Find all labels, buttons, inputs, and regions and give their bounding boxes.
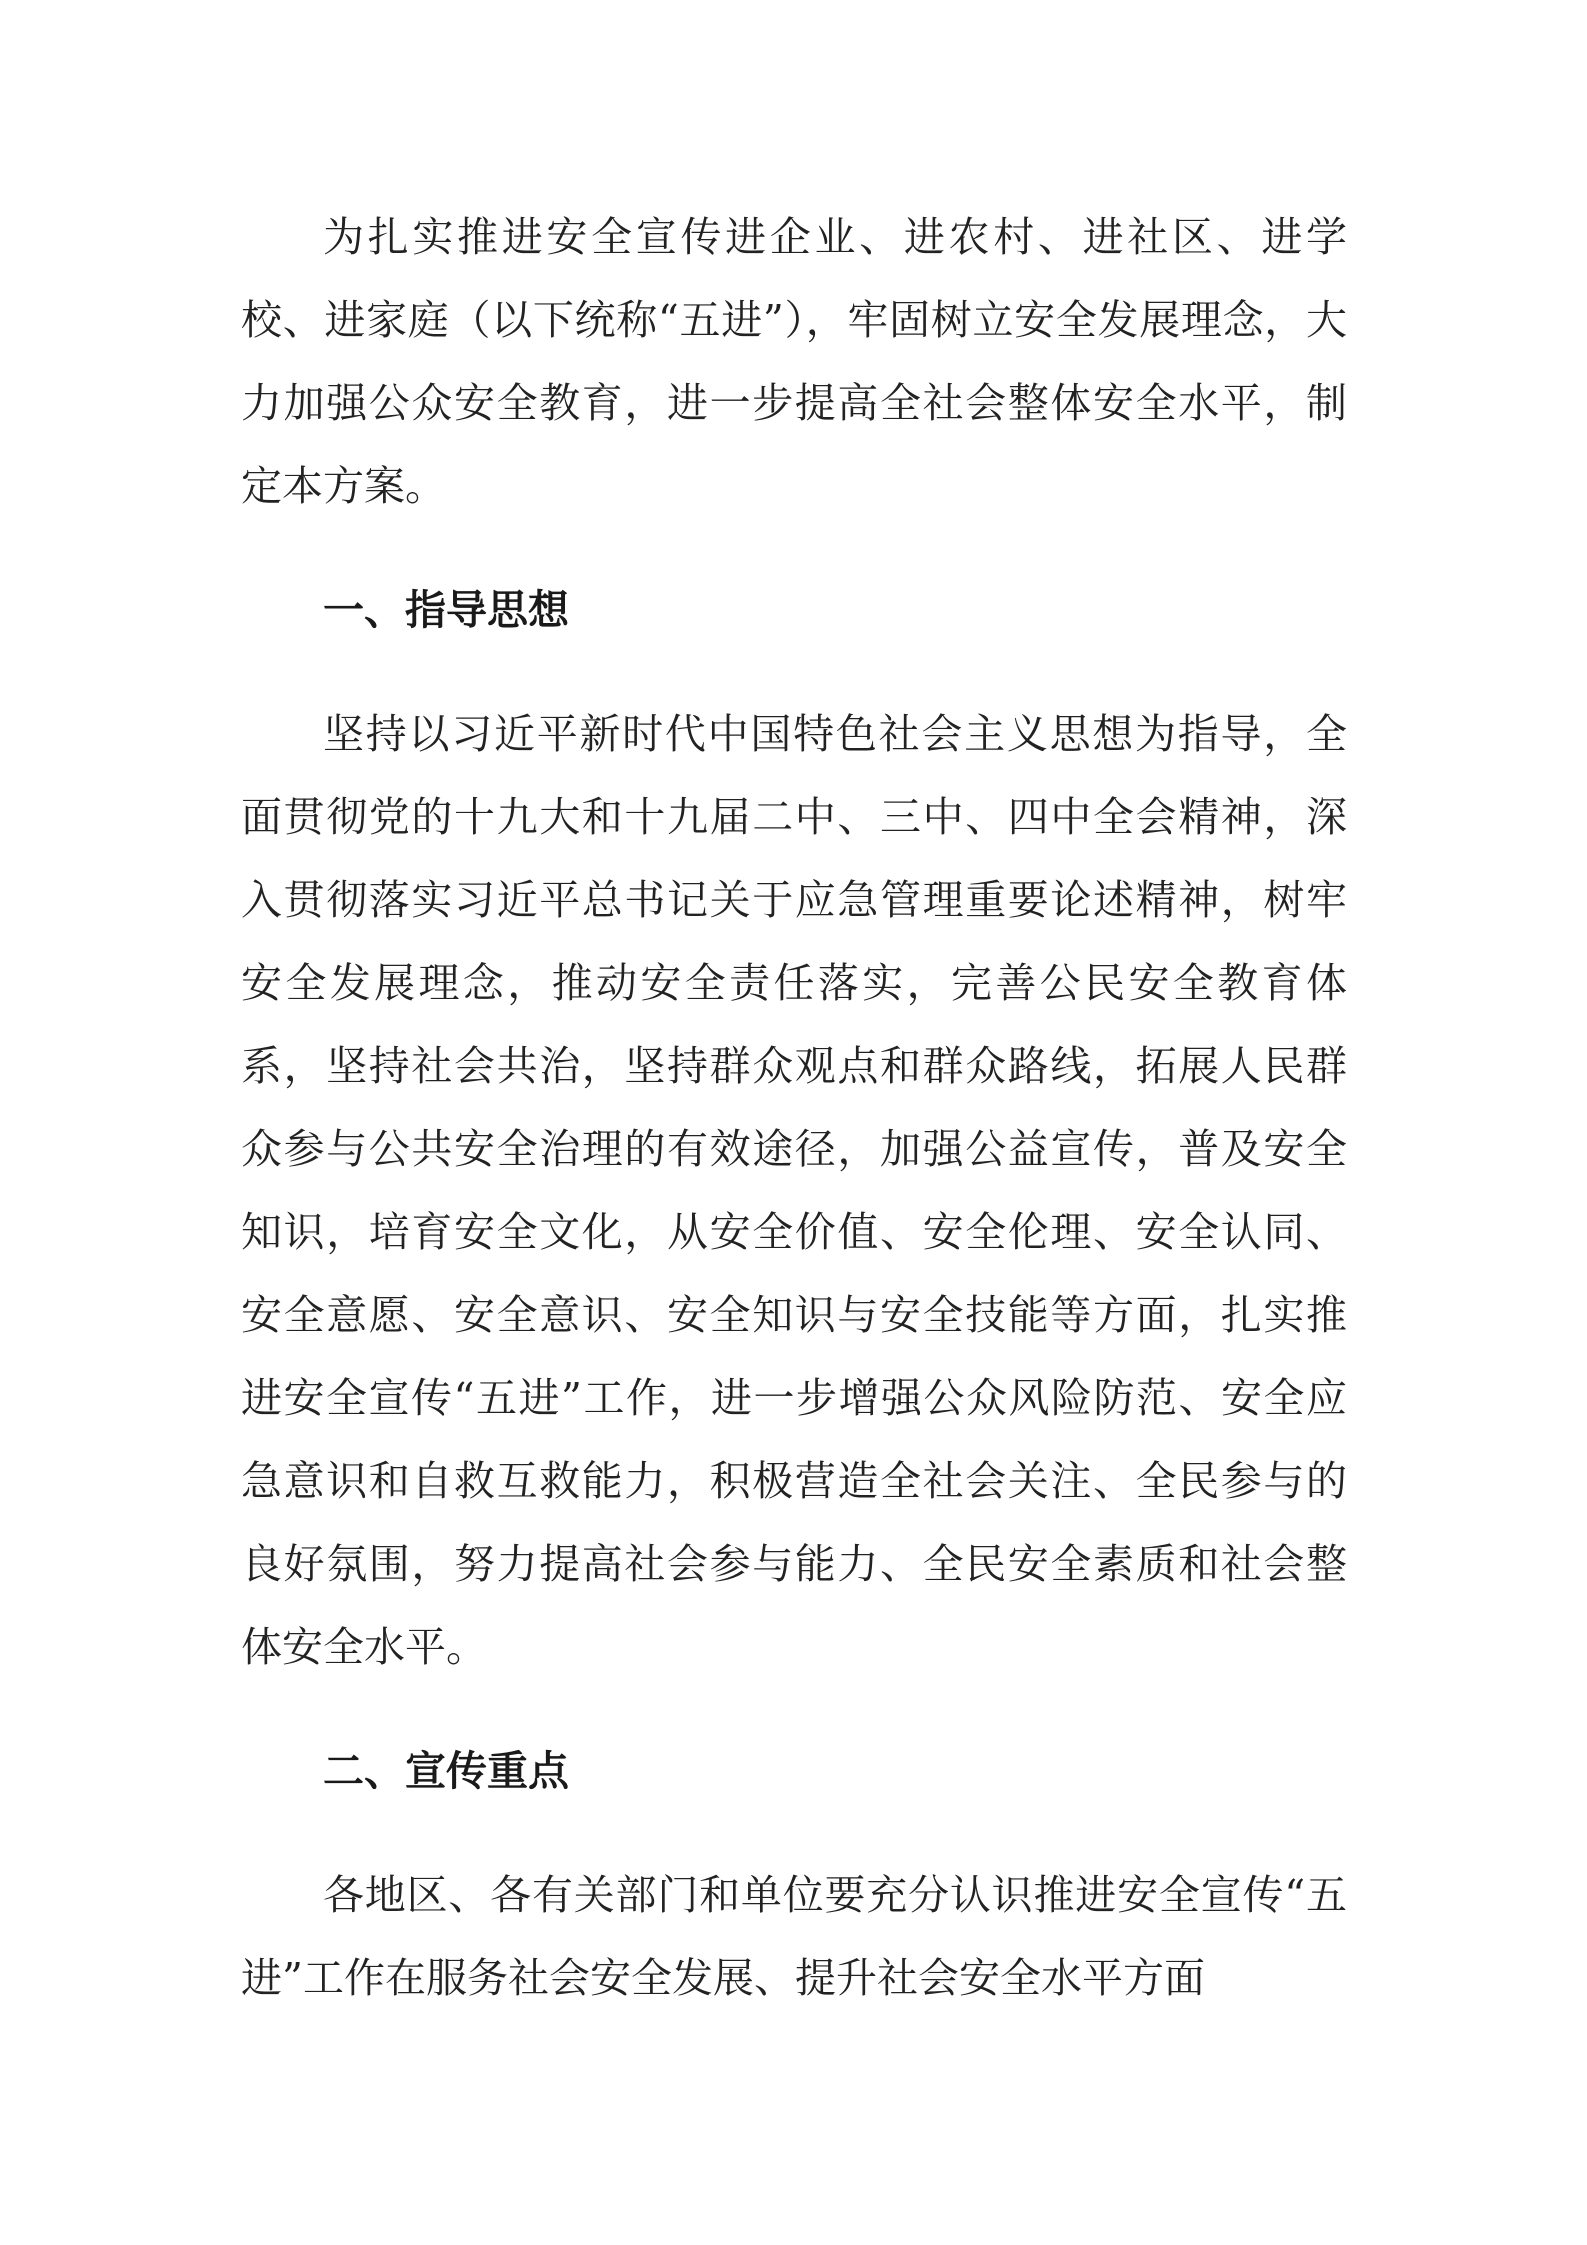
section-heading-publicity-focus: 二、宣传重点 — [323, 1747, 569, 1795]
publicity-focus-paragraph: 各地区、各有关部门和单位要充分认识推进安全宣传“五进”工作在服务社会安全发展、提升社会安全水平方面 — [241, 1871, 1347, 2002]
section-heading-guiding-ideology: 一、指导思想 — [323, 586, 569, 634]
document-body — [241, 196, 1347, 2020]
guiding-ideology-paragraph: 坚持以习近平新时代中国特色社会主义思想为指导，全面贯彻党的十九大和十九届二中、三中、四中全会精神，深入贯彻落实习近平总书记关于应急管理重要论述精神，树牢安全发展理念，推动安全责任落实，完善公民安全教育体系，坚持社会共治，坚持群众观点和群众路线，拓展人民群众参与公共安全治理的有效途径，加强公益宣传，普及安全知识，培育安全文化，从安全价值、安全伦理、安全认同、安全意愿、安全意识、安全知识与安全技能等方面，扎实推进安全宣传“五进”工作，进一步增强公众风险防范、安全应急意识和自救互救能力，积极营造全社会关注、全民参与的良好氛围，努力提高社会参与能力、全民安全素质和社会整体安全水平。 — [241, 710, 1347, 1671]
intro-paragraph: 为扎实推进安全宣传进企业、进农村、进社区、进学校、进家庭（以下统称“五进”），牢固树立安全发展理念，大力加强公众安全教育，进一步提高全社会整体安全水平，制定本方案。 — [241, 213, 1347, 510]
